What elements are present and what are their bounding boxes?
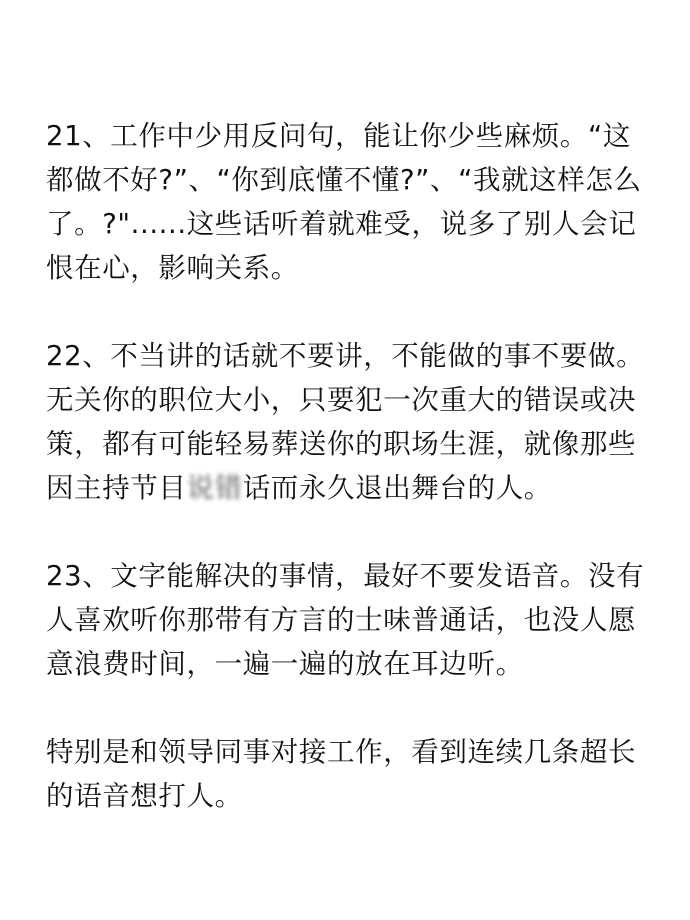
blurred-text: 说错 — [186, 472, 243, 504]
paragraph-closing-text: 特别是和领导同事对接工作，看到连续几条超长的语音想打人。 — [46, 736, 637, 812]
paragraph-22 — [46, 334, 656, 510]
paragraph-23 — [46, 554, 656, 686]
article-body — [46, 114, 656, 818]
paragraph-21 — [46, 114, 656, 290]
paragraph-22-text-end: 话而永久退出舞台的人。 — [242, 472, 552, 504]
paragraph-22-text-start: 22、不当讲的话就不要讲，不能做的事不要做。无关你的职位大小，只要犯一次重大的错误或决策，都有可能轻易葬送你的职场生涯，就像那些因主持节目 — [46, 340, 645, 504]
paragraph-23-text: 23、文字能解决的事情，最好不要发语音。没有人喜欢听你那带有方言的士味普通话，也没人愿意浪费时间，一遍一遍的放在耳边听。 — [46, 560, 645, 680]
paragraph-21-text: 21、工作中少用反问句，能让你少些麻烦。“这都做不好?”、“你到底懂不懂?”、“我就这样怎么了。?"......这些话听着就难受，说多了别人会记恨在心，影响关系。 — [46, 120, 642, 284]
paragraph-closing — [46, 730, 656, 818]
